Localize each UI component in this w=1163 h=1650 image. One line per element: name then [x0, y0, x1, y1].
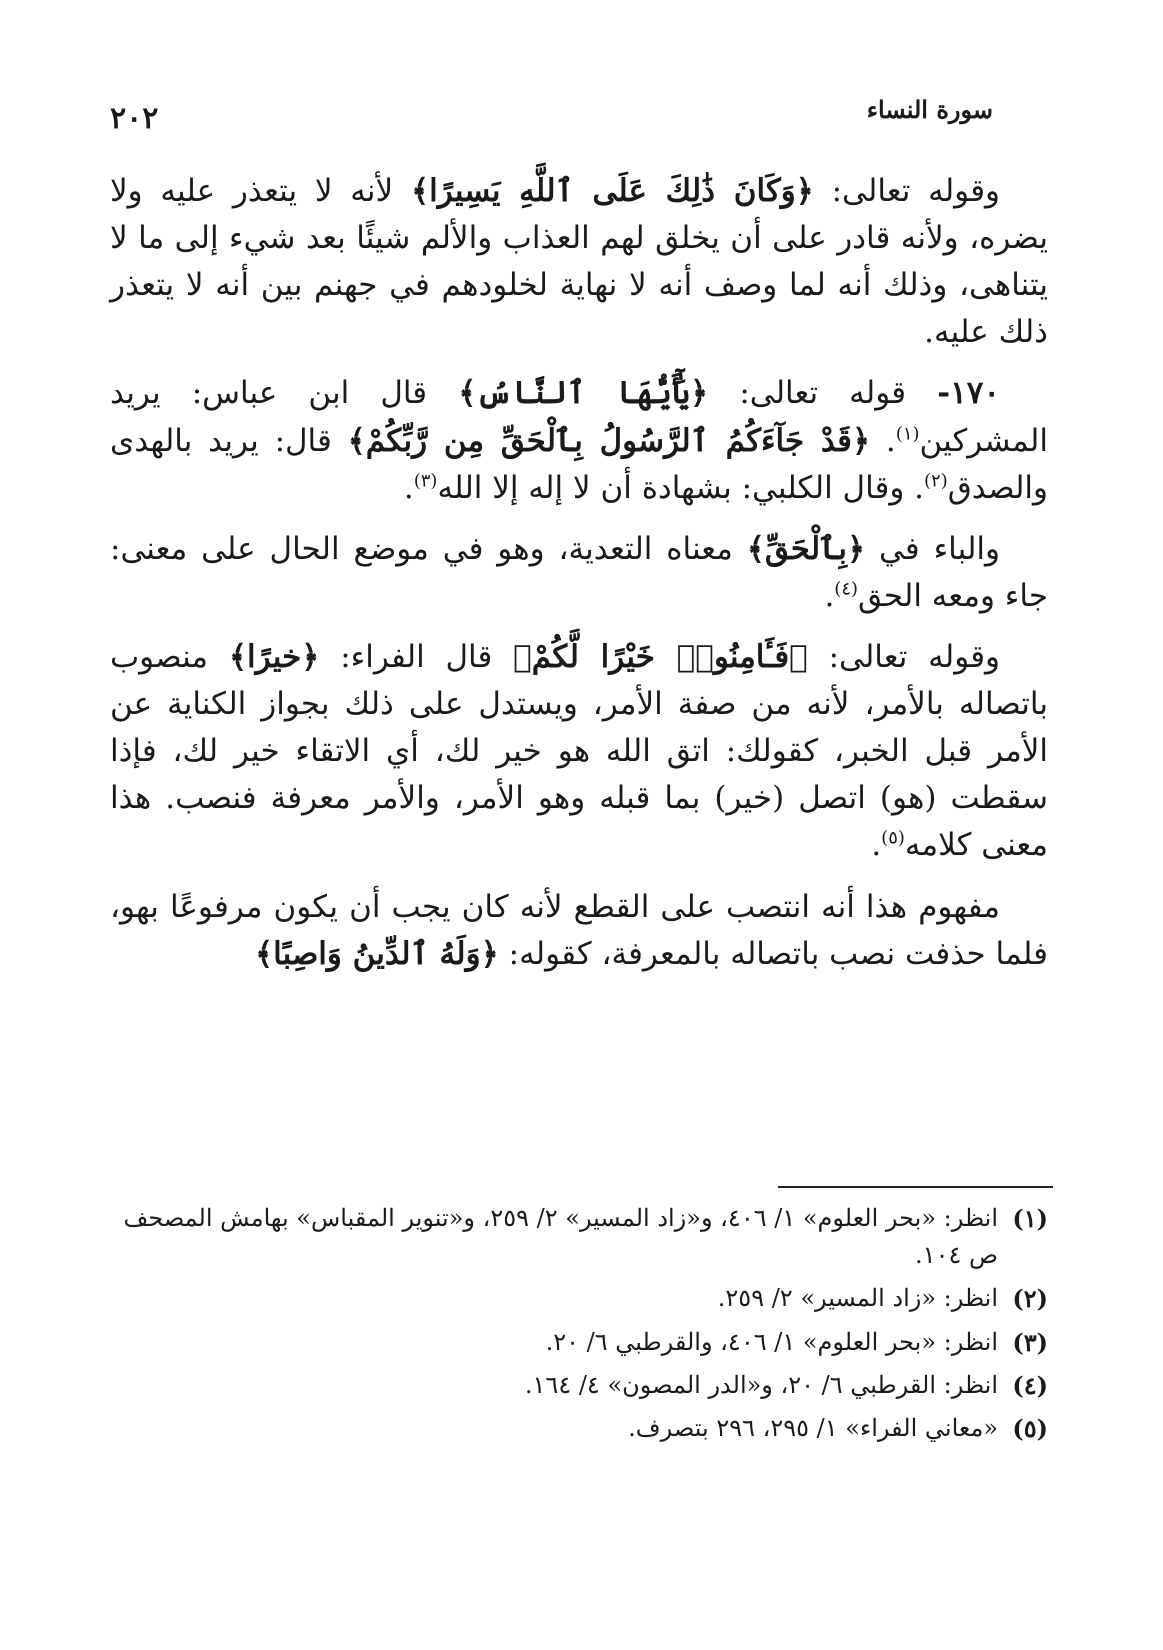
footnote — [110, 1367, 1048, 1404]
footnote-text: انظر: «زاد المسير» ٢/ ٢٥٩. — [717, 1284, 998, 1313]
text-run: والباء في — [865, 530, 1000, 567]
text-run: منصوب باتصاله بالأمر، لأنه من صفة الأمر، ويستدل على ذلك بجواز الكناية عن الأمر قبل الخبر، كقولك: اتق الله هو خير لك، أي الاتقاء خير لك، فإذا سقطت (هو) اتصل (خير) بما قبله وهو الأمر، والأمر معرفة فنصب. هذا معنى كلامه — [110, 638, 1048, 864]
footnote-ref[interactable]: (٤) — [834, 578, 859, 600]
text-run: . — [824, 577, 835, 614]
footnote-text: انظر: «بحر العلوم» ١/ ٤٠٦، والقرطبي ٦/ ٢٠. — [545, 1327, 998, 1356]
main-text — [110, 168, 1048, 992]
text-run: وقوله تعالى: — [807, 638, 1000, 675]
quran-quote: ﴿وَلَهُ ٱلدِّينُ وَاصِبًا﴾ — [255, 935, 499, 972]
footnote — [110, 1324, 1048, 1361]
paragraph — [110, 168, 1048, 356]
text-run: وقوله تعالى: — [813, 173, 1000, 209]
quran-quote: ﴿بِٱلْحَقِّ﴾ — [746, 530, 866, 567]
quran-quote: ﴿وَكَانَ ذَٰلِكَ عَلَى ٱللَّهِ يَسِيرًا﴾ — [410, 173, 814, 209]
text-run: قال الفراء: — [319, 638, 514, 675]
text-run: قال ابن عباس: يريد المشركين — [110, 375, 1048, 459]
quran-quote: ﴿يَٰٓأَيُّهَا ٱلنَّاسُ﴾ — [458, 375, 709, 412]
footnote-mark: (٣) — [1012, 1327, 1048, 1357]
footnote-ref[interactable]: (٢) — [924, 470, 948, 492]
page-number: ٢٠٢ — [110, 100, 159, 136]
footnote-mark: (٤) — [1012, 1370, 1048, 1400]
footnote — [110, 1410, 1048, 1447]
paragraph — [110, 526, 1048, 620]
text-run: . — [870, 422, 896, 459]
chapter-title: سورة النساء — [866, 94, 993, 124]
footnote-mark: (٢) — [1012, 1284, 1048, 1314]
quran-quote: ﴿قَدْ جَآءَكُمُ ٱلرَّسُولُ بِٱلْحَقِّ مِن رَّبِّكُمْ﴾ — [347, 422, 871, 459]
footnote-mark: (١) — [1012, 1204, 1048, 1233]
verse-number: ١٧٠- — [937, 375, 1001, 412]
text-run: . — [403, 469, 414, 506]
text-run: معناه التعدية، وهو في موضع الحال على معنى: جاء ومعه الحق — [110, 530, 1048, 614]
text-run: . وقال الكلبي: بشهادة أن لا إله إلا الله — [437, 469, 925, 506]
footnote-ref[interactable]: (٥) — [881, 828, 905, 850]
footnotes — [110, 1200, 1048, 1453]
paragraph — [110, 370, 1048, 511]
footnote-text: انظر: القرطبي ٦/ ٢٠، و«الدر المصون» ٤/ ١٦٤. — [524, 1370, 998, 1399]
footnote-divider — [778, 1186, 1053, 1188]
text-run: قوله تعالى: — [708, 375, 938, 412]
text-run: مفهوم هذا أنه انتصب على القطع لأنه كان يجب أن يكون مرفوعًا بهو، فلما حذفت نصب باتصاله بالمعرفة، كقوله: — [110, 888, 1048, 972]
footnote-text: انظر: «بحر العلوم» ١/ ٤٠٦، و«زاد المسير» ٢/ ٢٥٩، و«تنوير المقباس» بهامش المصحف ص ١٠٤. — [123, 1204, 998, 1270]
text-run: . — [871, 827, 882, 864]
quran-quote: ﴿فَـَٔامِنُوا۟ خَيْرًا لَّكُمْ﴾ — [513, 638, 808, 675]
footnote — [110, 1280, 1048, 1317]
footnote — [110, 1200, 1048, 1274]
paragraph — [110, 634, 1048, 870]
text-run: قال: يريد بالهدى والصدق — [110, 422, 1048, 506]
footnote-ref[interactable]: (١) — [895, 423, 920, 445]
quran-quote: ﴿خيرًا﴾ — [228, 638, 320, 675]
footnote-mark: (٥) — [1012, 1413, 1048, 1443]
footnote-ref[interactable]: (٣) — [413, 470, 438, 492]
paragraph — [110, 884, 1048, 978]
text-run: لأنه لا يتعذر عليه ولا يضره، ولأنه قادر على أن يخلق لهم العذاب والألم شيئًا بعد شيء إلى ما لا يتناهى، وذلك أنه لما وصف أنه لا نهاية لخلودهم في جهنم بين أنه لا يتعذر ذلك عليه. — [110, 173, 1048, 351]
footnote-text: «معاني الفراء» ١/ ٢٩٥، ٢٩٦ بتصرف. — [628, 1413, 998, 1442]
running-header — [110, 84, 993, 134]
